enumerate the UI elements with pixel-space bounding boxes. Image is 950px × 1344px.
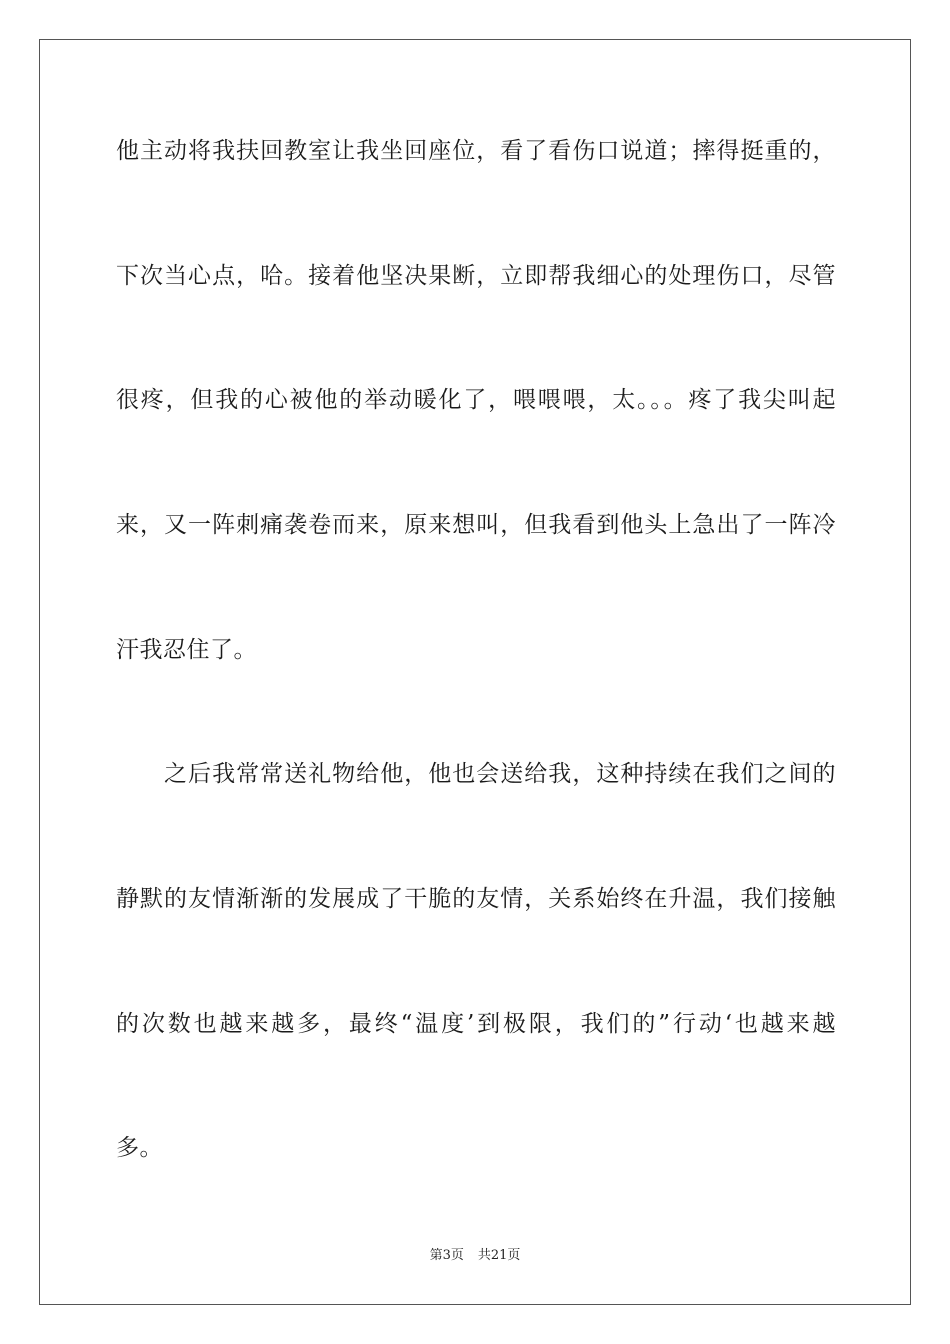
paragraph-line-7: 静默的友情渐渐的发展成了干脆的友情，关系始终在升温，我们接触 bbox=[116, 886, 836, 912]
paragraph-line-1: 他主动将我扶回教室让我坐回座位，看了看伤口说道；摔得挺重的， bbox=[116, 138, 836, 164]
total-pages: 共21页 bbox=[477, 1248, 521, 1263]
paragraph-line-9: 多。 bbox=[116, 1135, 163, 1161]
paragraph-line-5: 汗我忍住了。 bbox=[116, 637, 257, 663]
page-number: 第3页 bbox=[429, 1248, 464, 1263]
page-border bbox=[39, 39, 911, 1305]
paragraph-line-6: 之后我常常送礼物给他，他也会送给我，这种持续在我们之间的 bbox=[116, 761, 836, 787]
paragraph-line-8: 的次数也越来越多，最终“温度’到极限，我们的”行动‘也越来越 bbox=[116, 1011, 836, 1037]
paragraph-line-4: 来，又一阵刺痛袭卷而来，原来想叫，但我看到他头上急出了一阵冷 bbox=[116, 512, 836, 538]
paragraph-line-2: 下次当心点，哈。接着他坚决果断，立即帮我细心的处理伤口，尽管 bbox=[116, 263, 836, 289]
page-footer bbox=[0, 1247, 950, 1265]
paragraph-line-3: 很疼，但我的心被他的举动暖化了，喂喂喂，太。。。疼了我尖叫起 bbox=[116, 387, 836, 413]
